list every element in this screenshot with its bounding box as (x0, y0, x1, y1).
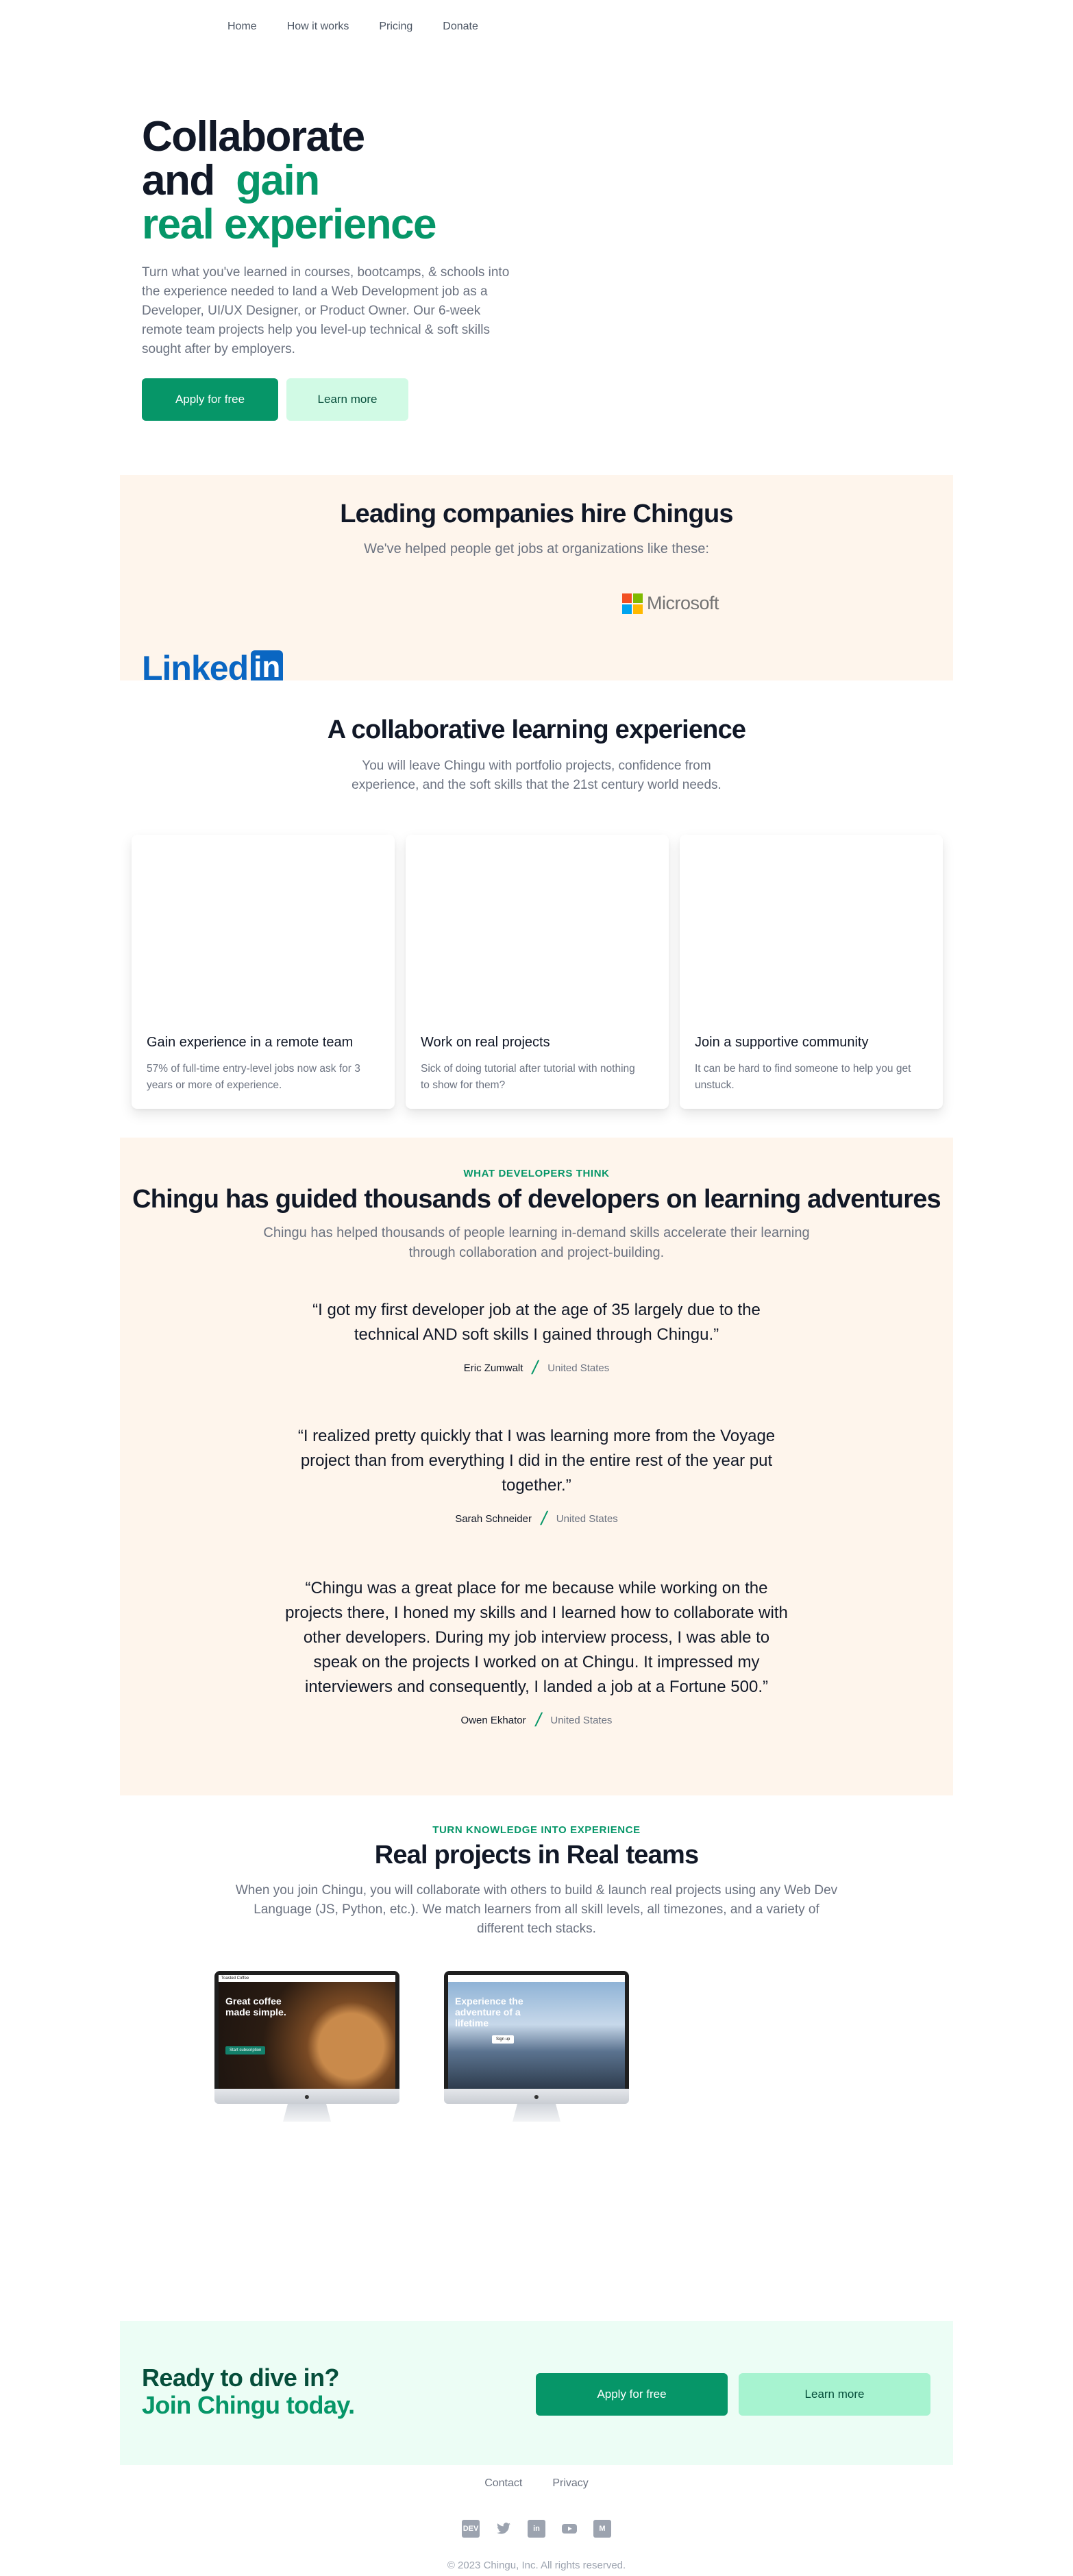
projects-eyebrow: TURN KNOWLEDGE INTO EXPERIENCE (432, 1824, 641, 1836)
testimonial-location: United States (550, 1714, 613, 1726)
nav-how-it-works[interactable]: How it works (286, 21, 349, 32)
footer-links (0, 2477, 1073, 2490)
projects-title: Real projects in Real teams (374, 1841, 699, 1869)
dev-icon[interactable]: DEV (462, 2520, 480, 2538)
cta-line1: Ready to dive in? (142, 2364, 339, 2392)
footer-contact-link[interactable]: Contact (484, 2477, 523, 2489)
hero-title-part2: gain (236, 157, 319, 204)
linkedin-wordmark: Linked (142, 649, 249, 680)
testimonial-quote: “Chingu was a great place for me because while working on the projects there, I honed my skills and I learned how to collaborate with other developers. During my job interview process, I was able to speak on the projects I worked on at Chingu. It impressed my interviewers and consequently, I landed a job at a Fortune 500.” (285, 1579, 788, 1696)
cta-buttons (536, 2373, 930, 2416)
shot-header: Toasted Coffee (219, 1975, 395, 1982)
testimonials-subtitle: Chingu has helped thousands of people learning in-demand skills accelerate their learning through collaboration and project-building. (263, 1225, 810, 1260)
shot-headline: Experience the adventure of a lifetime (455, 1996, 523, 2028)
testimonial-meta (280, 1709, 793, 1731)
shot-header (448, 1975, 625, 1982)
feature-card (680, 835, 943, 1109)
shot-button: Start subscription (225, 2046, 265, 2054)
project-screenshot-adventure (444, 1971, 629, 2122)
nav-home[interactable]: Home (227, 21, 257, 32)
testimonial-name: Owen Ekhator (460, 1714, 526, 1726)
testimonial (280, 1424, 793, 1530)
companies-section (120, 475, 953, 680)
testimonial-separator: / (533, 1709, 543, 1730)
linkedin-logo (142, 650, 283, 680)
twitter-icon[interactable] (495, 2520, 513, 2538)
testimonial-quote: “I realized pretty quickly that I was learning more from the Voyage project than from everything I did in the entire rest of the year put together.” (297, 1427, 776, 1495)
testimonial-name: Eric Zumwalt (463, 1362, 523, 1374)
feature-card-text: Sick of doing tutorial after tutorial with nothing to show for them? (421, 1063, 635, 1091)
testimonial-location: United States (547, 1362, 610, 1374)
imac-screen (214, 1971, 399, 2089)
nav-pricing[interactable]: Pricing (379, 21, 413, 32)
apply-button[interactable]: Apply for free (142, 378, 278, 421)
top-nav (227, 21, 508, 33)
hero-title-part3: real experience (142, 201, 436, 248)
imac-chin (444, 2089, 629, 2104)
medium-icon[interactable]: M (593, 2520, 611, 2538)
testimonials-eyebrow: WHAT DEVELOPERS THINK (463, 1168, 610, 1179)
hero-title-part1: Collaborate and (142, 113, 365, 204)
microsoft-grid-icon (622, 593, 643, 614)
feature-card-text: It can be hard to find someone to help you get unstuck. (695, 1063, 911, 1091)
testimonial-location: United States (556, 1512, 618, 1525)
shot-headline: Great coffee made simple. (225, 1996, 286, 2017)
companies-title: Leading companies hire Chingus (340, 500, 733, 528)
imac-chin (214, 2089, 399, 2104)
collab-title: A collaborative learning experience (327, 715, 746, 744)
testimonial (280, 1576, 793, 1731)
cta-section (120, 2321, 953, 2465)
feature-card (406, 835, 669, 1109)
feature-card-title: Gain experience in a remote team (147, 1035, 354, 1050)
testimonials-title: Chingu has guided thousands of developers on learning adventures (132, 1185, 941, 1214)
testimonial-separator: / (539, 1508, 550, 1529)
imac-screen (444, 1971, 629, 2089)
cta-title (142, 2364, 355, 2419)
footer-privacy-link[interactable]: Privacy (552, 2477, 589, 2489)
cta-learn-more-button[interactable]: Learn more (739, 2373, 930, 2416)
linkedin-icon[interactable]: in (528, 2520, 545, 2538)
shot-button: Sign up (492, 2035, 514, 2044)
microsoft-wordmark: Microsoft (647, 593, 719, 613)
collab-description: You will leave Chingu with portfolio projects, confidence from experience, and the soft skills that the 21st century world needs. (352, 759, 722, 792)
projects-description: When you join Chingu, you will collaborate with others to build & launch real projects using any Web Dev Language (JS, Python, etc.). We match learners from all skill levels, all timezones, and a variety of different tech stacks. (235, 1883, 838, 1936)
feature-card-title: Work on real projects (421, 1035, 550, 1050)
testimonial-quote: “I got my first developer job at the age of 35 largely due to the technical AND soft skills I gained through Chingu.” (312, 1301, 761, 1344)
hero-section (142, 115, 526, 421)
testimonial-meta (280, 1357, 793, 1379)
cta-line2: Join Chingu today. (142, 2391, 355, 2419)
feature-card (132, 835, 395, 1109)
apple-icon: ● (304, 2091, 310, 2102)
copyright: © 2023 Chingu, Inc. All rights reserved. (447, 2560, 626, 2571)
testimonial-name: Sarah Schneider (455, 1512, 532, 1525)
feature-card-text: 57% of full-time entry-level jobs now ask for 3 years or more of experience. (147, 1063, 360, 1091)
social-links (0, 2520, 1073, 2538)
youtube-icon[interactable] (560, 2520, 578, 2538)
imac-stand (283, 2104, 331, 2122)
testimonials-section (120, 1138, 953, 1795)
companies-subtitle: We've helped people get jobs at organizations like these: (364, 541, 709, 556)
nav-donate[interactable]: Donate (443, 21, 478, 32)
feature-card-title: Join a supportive community (695, 1035, 869, 1050)
microsoft-logo (622, 593, 719, 614)
apple-icon: ● (533, 2091, 540, 2102)
testimonial-meta (280, 1508, 793, 1530)
feature-cards (132, 835, 943, 1109)
hero-description: Turn what you've learned in courses, bootcamps, & schools into the experience needed to land a Web Development job as a Developer, UI/UX Designer, or Product Owner. Our 6-week remote team projects help you level-up technical & soft skills sought after by employers. (142, 265, 510, 356)
testimonial-separator: / (530, 1357, 541, 1378)
project-screenshot-coffee (214, 1971, 399, 2122)
linkedin-in-box: in (251, 650, 283, 680)
learn-more-button[interactable]: Learn more (286, 378, 408, 421)
testimonial (280, 1298, 793, 1379)
hero-buttons (142, 378, 526, 421)
cta-apply-button[interactable]: Apply for free (536, 2373, 728, 2416)
imac-stand (513, 2104, 560, 2122)
hero-title (142, 115, 526, 247)
